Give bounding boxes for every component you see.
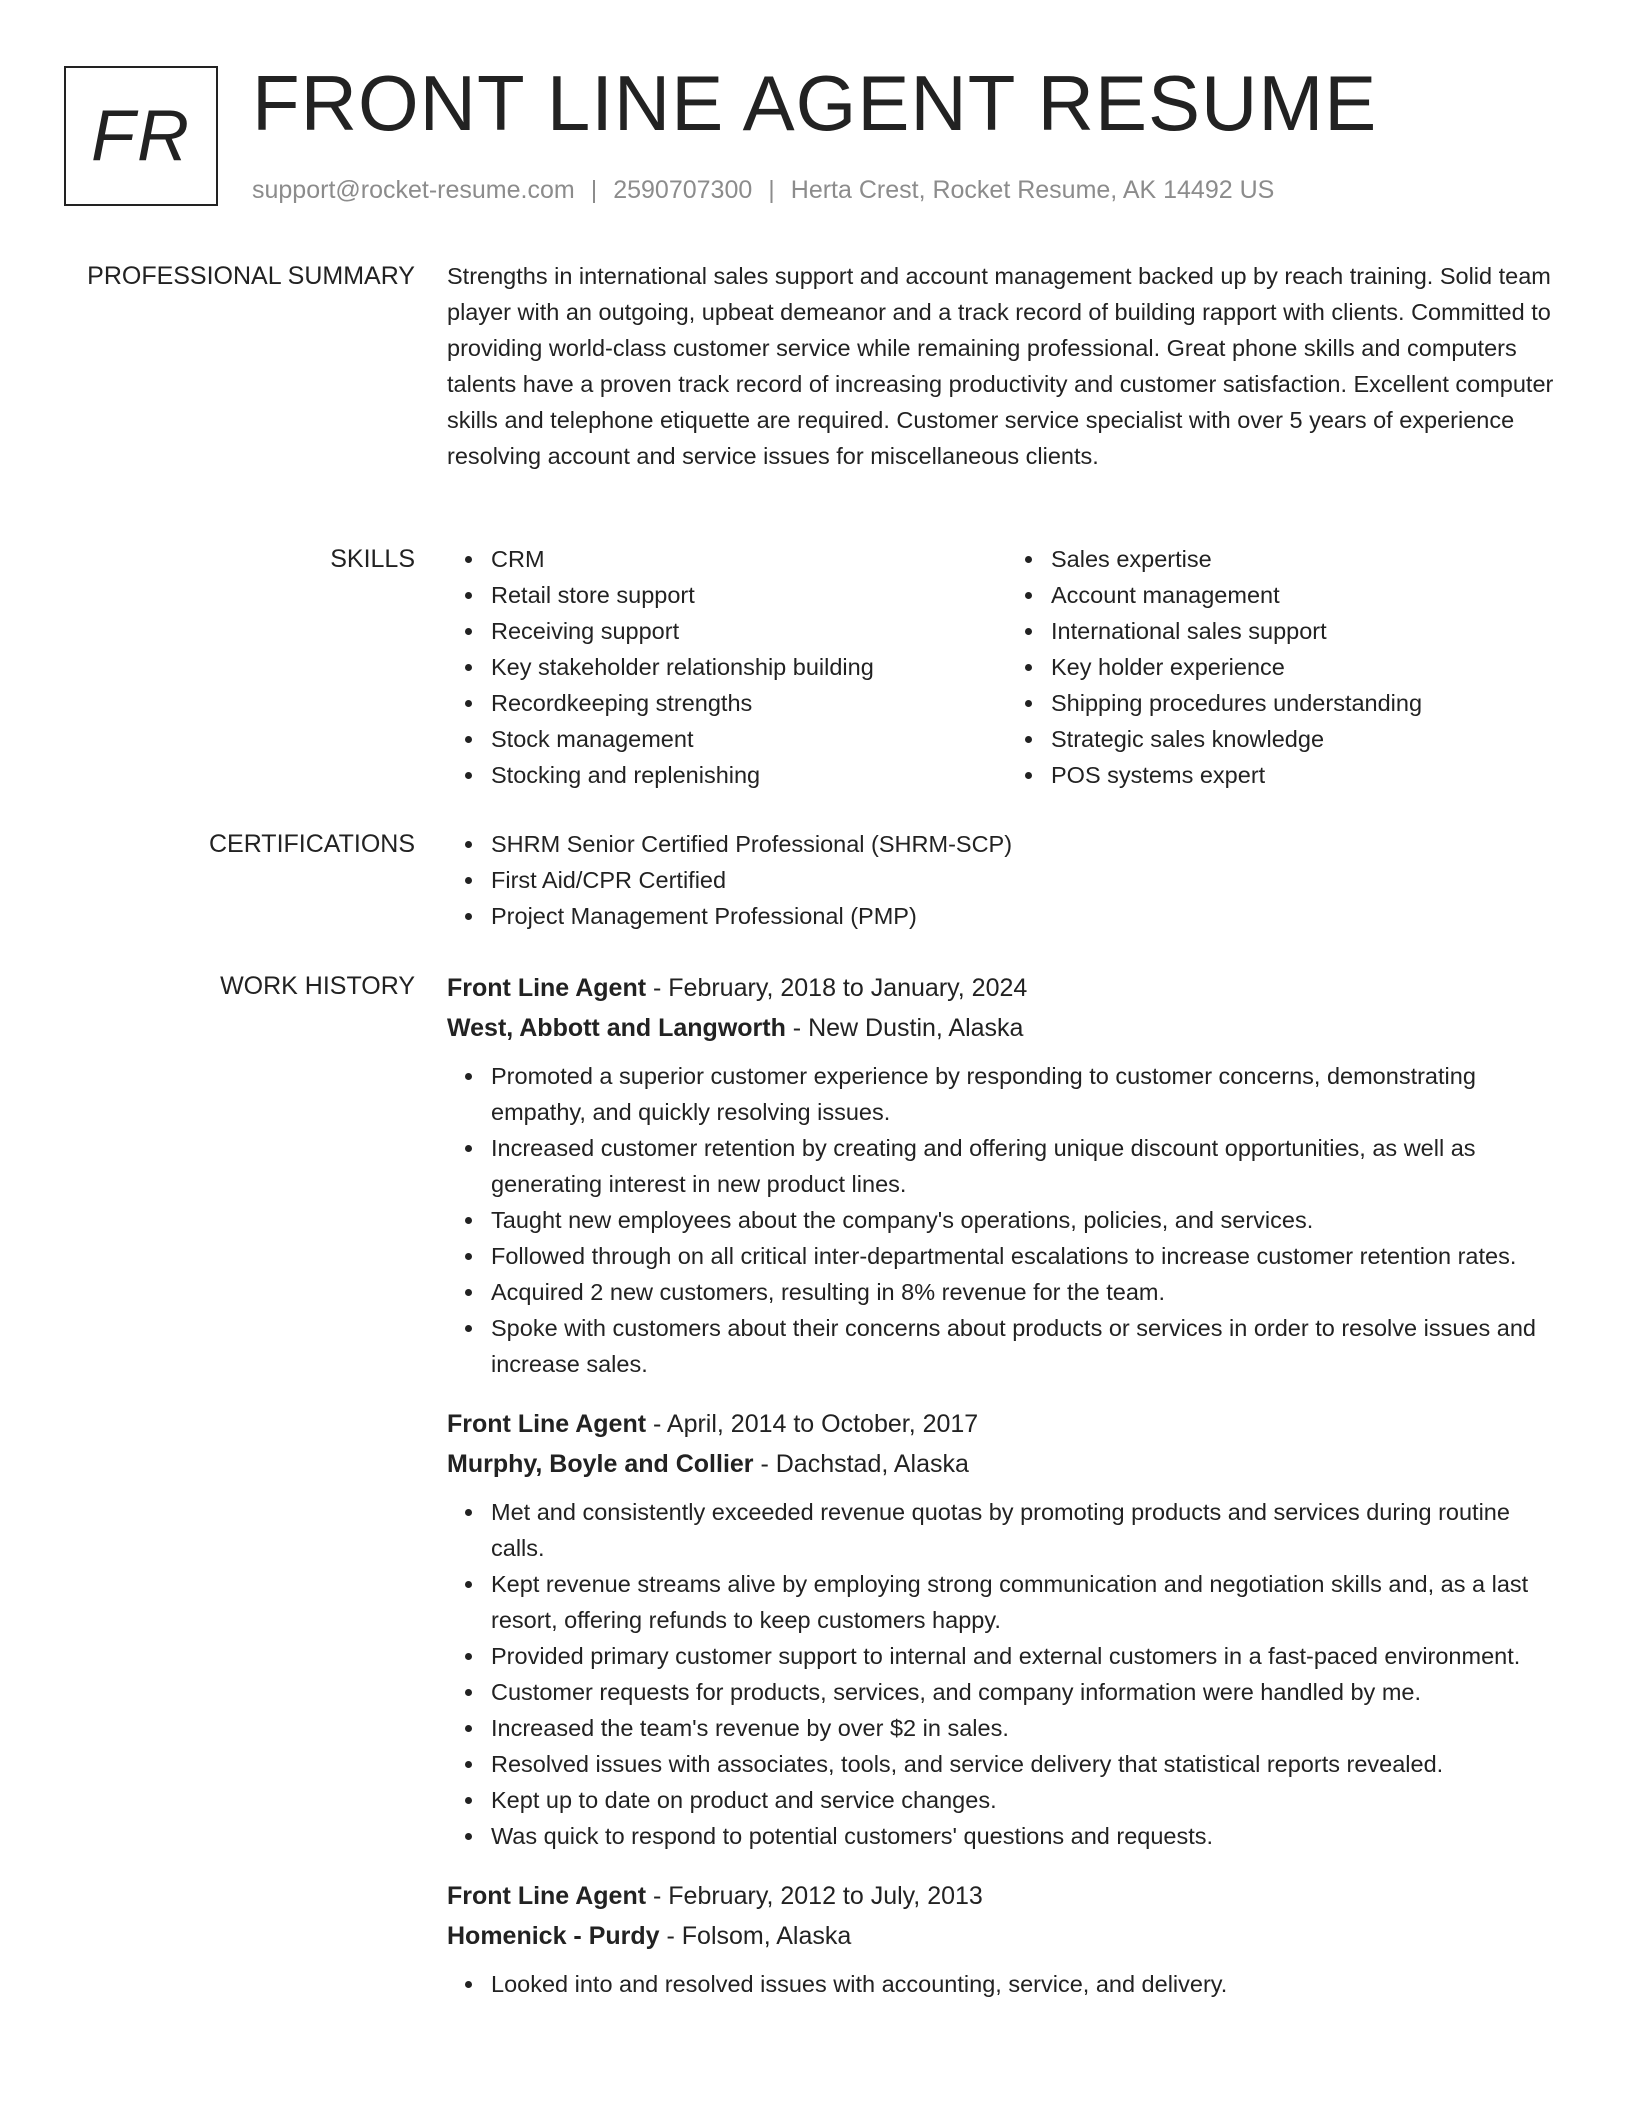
job-location: - Folsom, Alaska xyxy=(659,1922,852,1950)
skill-item: Sales expertise xyxy=(1051,541,1567,577)
job-duty: Resolved issues with associates, tools, and service delivery that statistical reports revealed. xyxy=(491,1746,1567,1782)
certifications-body xyxy=(447,826,1567,934)
resume-title: FRONT LINE AGENT RESUME xyxy=(252,59,1378,147)
job-duty: Customer requests for products, services, and company information were handled by me. xyxy=(491,1674,1567,1710)
certification-item: First Aid/CPR Certified xyxy=(491,862,1567,898)
skill-item: Stock management xyxy=(491,721,1007,757)
job-duty: Promoted a superior customer experience by responding to customer concerns, demonstrating empathy, and quickly resolving issues. xyxy=(491,1058,1567,1130)
job-title-line xyxy=(447,968,1567,1008)
summary-body xyxy=(447,258,1567,474)
job-duty: Increased customer retention by creating and offering unique discount opportunities, as well as generating interest in new product lines. xyxy=(491,1130,1567,1202)
skills-body xyxy=(447,541,1567,793)
skill-item: Key stakeholder relationship building xyxy=(491,649,1007,685)
job-duties-list xyxy=(447,1966,1567,2002)
job-company: West, Abbott and Langworth xyxy=(447,1014,786,1042)
job-dates: - April, 2014 to October, 2017 xyxy=(646,1410,979,1438)
skill-item: Retail store support xyxy=(491,577,1007,613)
job-title: Front Line Agent xyxy=(447,974,647,1002)
contact-separator: | xyxy=(768,176,775,204)
monogram-logo: FR xyxy=(64,66,218,206)
skills-list-right xyxy=(1007,541,1567,793)
job-location: - New Dustin, Alaska xyxy=(785,1014,1024,1042)
skill-item: Receiving support xyxy=(491,613,1007,649)
contact-email[interactable]: support@rocket-resume.com xyxy=(252,176,575,204)
certifications-heading: CERTIFICATIONS xyxy=(208,830,415,858)
job-title: Front Line Agent xyxy=(447,1882,647,1910)
job-duties-list xyxy=(447,1058,1567,1382)
job-entry xyxy=(447,968,1567,1382)
job-title-line xyxy=(447,1404,1567,1444)
work-history-body xyxy=(447,968,1567,2002)
certification-item: SHRM Senior Certified Professional (SHRM-SCP) xyxy=(491,826,1567,862)
skill-item: Strategic sales knowledge xyxy=(1051,721,1567,757)
contact-address: Herta Crest, Rocket Resume, AK 14492 US xyxy=(790,176,1275,204)
summary-text: Strengths in international sales support and account management backed up by reach training. Solid team player with an outgoing, upbeat demeanor and a track record of building rapport with clients. Committed to providing world-class customer service while remaining professional. Great phone skills and computers talents have a proven track record of increasing productivity and customer satisfaction. Excellent computer skills and telephone etiquette are required. Customer service specialist with over 5 years of experience resolving account and service issues for miscellaneous clients. xyxy=(447,263,1554,469)
skill-item: CRM xyxy=(491,541,1007,577)
certification-item: Project Management Professional (PMP) xyxy=(491,898,1567,934)
skill-item: International sales support xyxy=(1051,613,1567,649)
job-duty: Looked into and resolved issues with accounting, service, and delivery. xyxy=(491,1966,1567,2002)
certifications-list xyxy=(447,826,1567,934)
skills-list-left xyxy=(447,541,1007,793)
job-title: Front Line Agent xyxy=(447,1410,647,1438)
job-duties-list xyxy=(447,1494,1567,1854)
job-duty: Spoke with customers about their concerns about products or services in order to resolve issues and increase sales. xyxy=(491,1310,1567,1382)
skill-item: Key holder experience xyxy=(1051,649,1567,685)
job-duty: Kept up to date on product and service changes. xyxy=(491,1782,1567,1818)
job-location: - Dachstad, Alaska xyxy=(753,1450,969,1478)
job-duty: Taught new employees about the company's operations, policies, and services. xyxy=(491,1202,1567,1238)
job-duty: Met and consistently exceeded revenue quotas by promoting products and services during routine calls. xyxy=(491,1494,1567,1566)
summary-heading: PROFESSIONAL SUMMARY xyxy=(87,262,415,290)
skills-heading: SKILLS xyxy=(330,545,415,573)
contact-line xyxy=(252,174,1274,206)
work-history-heading: WORK HISTORY xyxy=(220,972,415,1000)
job-title-line xyxy=(447,1876,1567,1916)
job-duty: Kept revenue streams alive by employing strong communication and negotiation skills and, as a last resort, offering refunds to keep customers happy. xyxy=(491,1566,1567,1638)
contact-separator: | xyxy=(590,176,598,204)
job-dates: - February, 2012 to July, 2013 xyxy=(646,1882,983,1910)
job-duty: Provided primary customer support to internal and external customers in a fast-paced environment. xyxy=(491,1638,1567,1674)
job-duty: Acquired 2 new customers, resulting in 8% revenue for the team. xyxy=(491,1274,1567,1310)
job-company-line xyxy=(447,1916,1567,1956)
job-company: Murphy, Boyle and Collier xyxy=(447,1450,754,1478)
skill-item: POS systems expert xyxy=(1051,757,1567,793)
skill-item: Account management xyxy=(1051,577,1567,613)
skill-item: Stocking and replenishing xyxy=(491,757,1007,793)
job-company-line xyxy=(447,1008,1567,1048)
job-company: Homenick - Purdy xyxy=(447,1922,660,1950)
job-duty: Increased the team's revenue by over $2 in sales. xyxy=(491,1710,1567,1746)
job-duty: Followed through on all critical inter-departmental escalations to increase customer retention rates. xyxy=(491,1238,1567,1274)
job-entry xyxy=(447,1404,1567,1854)
contact-phone[interactable]: 2590707300 xyxy=(613,176,753,204)
skill-item: Recordkeeping strengths xyxy=(491,685,1007,721)
skill-item: Shipping procedures understanding xyxy=(1051,685,1567,721)
job-entry xyxy=(447,1876,1567,2002)
job-duty: Was quick to respond to potential customers' questions and requests. xyxy=(491,1818,1567,1854)
job-dates: - February, 2018 to January, 2024 xyxy=(646,974,1028,1002)
job-company-line xyxy=(447,1444,1567,1484)
